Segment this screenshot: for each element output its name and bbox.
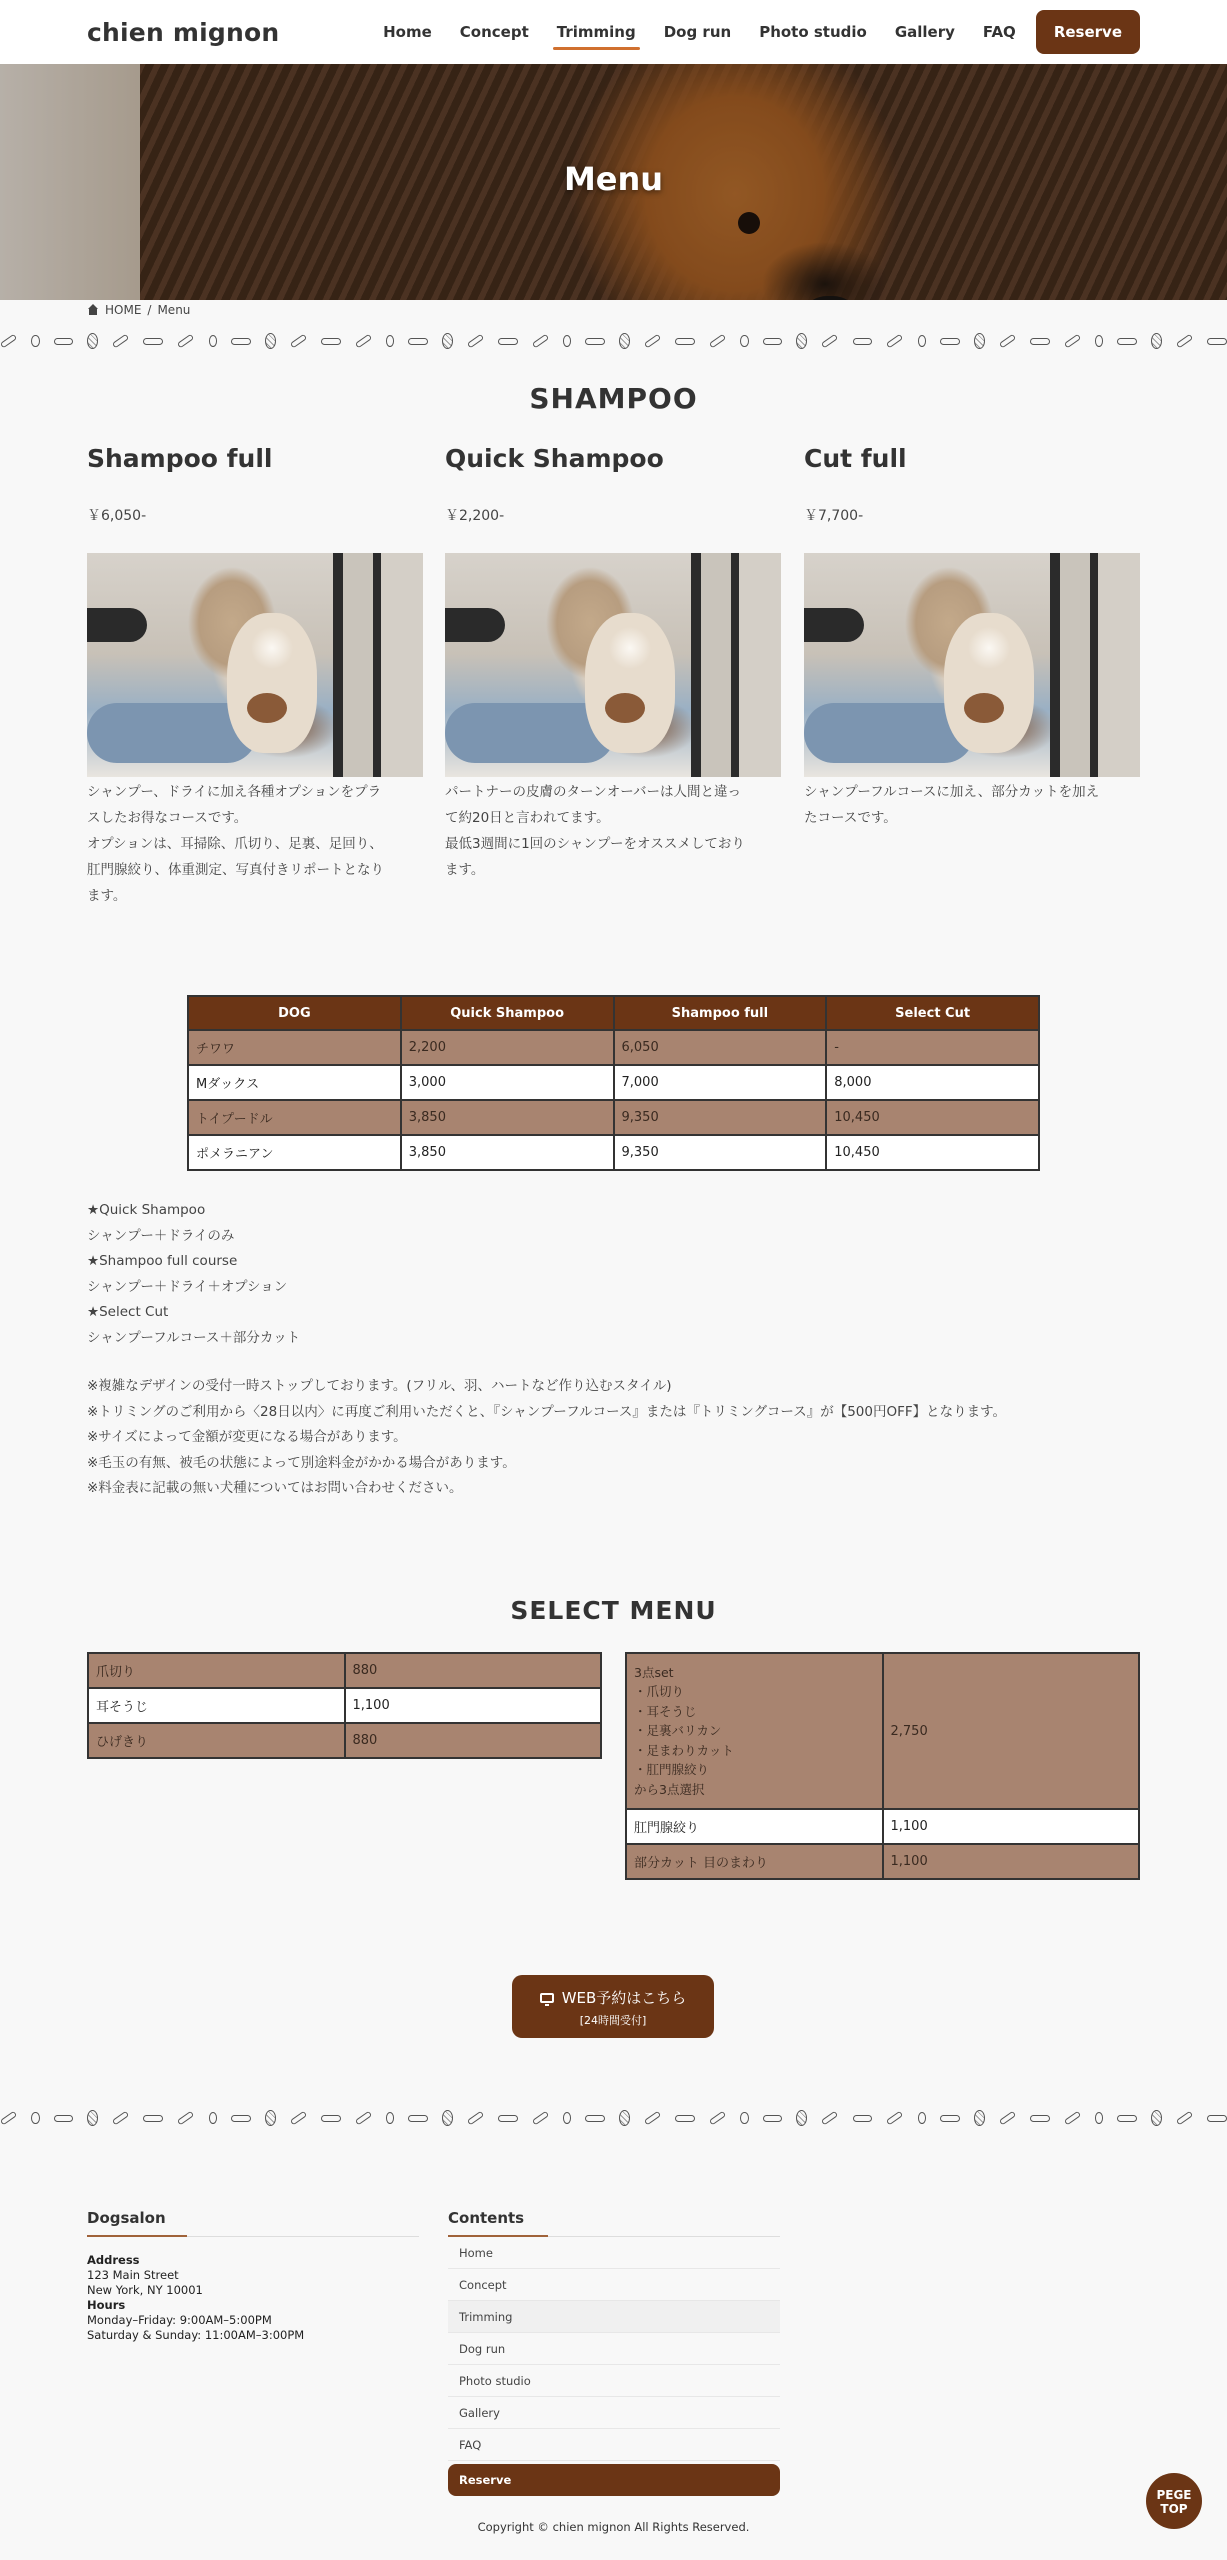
bone-pattern-icon xyxy=(1176,334,1194,349)
site-header xyxy=(0,0,1227,64)
footer-reserve-button[interactable]: Reserve xyxy=(448,2464,780,2496)
table-cell: - xyxy=(826,1030,1039,1065)
ball-pattern-icon xyxy=(796,333,807,349)
hours-line: Saturday & Sunday: 11:00AM–3:00PM xyxy=(87,2328,305,2342)
table-cell: チワワ xyxy=(188,1030,401,1065)
course-name: Shampoo full xyxy=(87,444,273,473)
course-price: ￥7,700- xyxy=(804,508,864,524)
notices: ※複雑なデザインの受付一時ストップしております。(フリル、羽、ハートなど作り込むスタイル) ※トリミングのご利用から〈28日以内〉に再度ご利用いただくと、『シャンプーフルコース』または『トリミングコース』が【500円OFF】となります。 ※サイズによって金額が変更になる場合があります。 ※毛玉の有無、被毛の状態によって別途料金がかかる場合があります。 ※料金表に記載の無い犬種についてはお問い合わせください。 xyxy=(87,1378,1007,1496)
page-top-button[interactable] xyxy=(1146,2473,1202,2529)
bone-pattern-icon xyxy=(354,334,372,349)
bone-pattern-icon xyxy=(1063,2111,1081,2126)
footer-link-trimming[interactable]: Trimming xyxy=(448,2301,780,2333)
home-icon xyxy=(87,304,99,316)
nav-dog-run[interactable]: Dog run xyxy=(663,23,732,41)
table-cell: 爪切り xyxy=(88,1653,345,1688)
ring-pattern-icon xyxy=(386,2112,394,2124)
footer-link-concept[interactable]: Concept xyxy=(448,2269,780,2301)
table-cell: 2,200 xyxy=(401,1030,614,1065)
twist-pattern-icon xyxy=(143,338,163,345)
web-reservation-sub: [24時間受付] xyxy=(579,2014,647,2027)
twist-pattern-icon xyxy=(498,2115,518,2122)
breadcrumb-current: Menu xyxy=(157,303,191,317)
hours-label: Hours xyxy=(87,2298,126,2312)
price-table xyxy=(187,995,1040,1171)
ball-pattern-icon xyxy=(619,2110,630,2126)
table-row xyxy=(88,1653,601,1688)
select-menu-title: SELECT MENU xyxy=(510,1596,717,1625)
twist-pattern-icon xyxy=(675,2115,695,2122)
bone-pattern-band-top xyxy=(0,328,1227,354)
twist-pattern-icon xyxy=(675,338,695,345)
table-header: Quick Shampoo xyxy=(401,996,614,1030)
ball-pattern-icon xyxy=(442,333,453,349)
twist-pattern-icon xyxy=(408,2115,428,2122)
course-card-shampoo-full xyxy=(87,444,423,909)
twist-pattern-icon xyxy=(408,338,428,345)
table-cell: 9,350 xyxy=(614,1135,827,1170)
table-row xyxy=(188,1100,1039,1135)
table-cell: 10,450 xyxy=(826,1100,1039,1135)
ball-pattern-icon xyxy=(796,2110,807,2126)
course-card-cut-full xyxy=(804,444,1140,831)
twist-pattern-icon xyxy=(853,338,873,345)
twist-pattern-icon xyxy=(54,2115,74,2122)
bone-pattern-icon xyxy=(644,334,662,349)
ball-pattern-icon xyxy=(974,2110,985,2126)
table-row xyxy=(626,1844,1139,1879)
table-cell: 1,100 xyxy=(345,1688,602,1723)
ball-pattern-icon xyxy=(442,2110,453,2126)
twist-pattern-icon xyxy=(1117,2115,1137,2122)
course-card-quick-shampoo xyxy=(445,444,781,883)
nav-gallery[interactable]: Gallery xyxy=(894,23,955,41)
course-photo xyxy=(804,553,1140,777)
table-header: Shampoo full xyxy=(614,996,827,1030)
ring-pattern-icon xyxy=(1095,335,1103,347)
table-cell: 1,100 xyxy=(883,1809,1140,1844)
bone-pattern-icon xyxy=(998,2111,1016,2126)
course-price: ￥2,200- xyxy=(445,508,505,524)
twist-pattern-icon xyxy=(231,338,251,345)
twist-pattern-icon xyxy=(1207,2115,1227,2122)
bone-pattern-icon xyxy=(644,2111,662,2126)
twist-pattern-icon xyxy=(940,338,960,345)
course-photo xyxy=(445,553,781,777)
address-line: New York, NY 10001 xyxy=(87,2283,203,2297)
footer-link-gallery[interactable]: Gallery xyxy=(448,2397,780,2429)
bone-pattern-icon xyxy=(998,334,1016,349)
bone-pattern-icon xyxy=(289,2111,307,2126)
twist-pattern-icon xyxy=(1207,338,1227,345)
course-photo xyxy=(87,553,423,777)
nav-concept[interactable]: Concept xyxy=(459,23,529,41)
ball-pattern-icon xyxy=(619,333,630,349)
table-header: DOG xyxy=(188,996,401,1030)
hours-line: Monday–Friday: 9:00AM–5:00PM xyxy=(87,2313,272,2327)
shampoo-section-title: SHAMPOO xyxy=(529,382,698,415)
table-cell: 1,100 xyxy=(883,1844,1140,1879)
bone-pattern-icon xyxy=(532,334,550,349)
twist-pattern-icon xyxy=(1117,338,1137,345)
course-name: Cut full xyxy=(804,444,907,473)
bone-pattern-icon xyxy=(886,2111,904,2126)
breadcrumb xyxy=(87,303,190,317)
ring-pattern-icon xyxy=(918,2112,926,2124)
table-cell: 6,050 xyxy=(614,1030,827,1065)
footer-contents-title: Contents xyxy=(448,2209,525,2227)
footer-link-dog-run[interactable]: Dog run xyxy=(448,2333,780,2365)
twist-pattern-icon xyxy=(231,2115,251,2122)
site-logo[interactable]: chien mignon xyxy=(87,17,280,47)
address-line: 123 Main Street xyxy=(87,2268,179,2282)
twist-pattern-icon xyxy=(1030,2115,1050,2122)
twist-pattern-icon xyxy=(940,2115,960,2122)
footer-link-home[interactable]: Home xyxy=(448,2237,780,2269)
monitor-icon xyxy=(540,1993,554,2003)
ring-pattern-icon xyxy=(918,335,926,347)
table-cell: 10,450 xyxy=(826,1135,1039,1170)
ring-pattern-icon xyxy=(31,2112,39,2124)
footer-salon-title: Dogsalon xyxy=(87,2209,166,2227)
table-header-row xyxy=(188,996,1039,1030)
ring-pattern-icon xyxy=(209,335,217,347)
table-cell: 9,350 xyxy=(614,1100,827,1135)
table-cell: 8,000 xyxy=(826,1065,1039,1100)
twist-pattern-icon xyxy=(321,2115,341,2122)
bone-pattern-icon xyxy=(709,334,727,349)
bone-pattern-icon xyxy=(289,334,307,349)
web-reservation-button[interactable] xyxy=(512,1975,714,2038)
ring-pattern-icon xyxy=(209,2112,217,2124)
twist-pattern-icon xyxy=(54,338,74,345)
table-cell: 3点set ・爪切り ・耳そうじ ・足裏バリカン ・足まわりカット ・肛門腺絞り から3点選択 xyxy=(626,1653,883,1809)
table-cell: 7,000 xyxy=(614,1065,827,1100)
twist-pattern-icon xyxy=(763,2115,783,2122)
course-name: Quick Shampoo xyxy=(445,444,664,473)
table-cell: 880 xyxy=(345,1723,602,1758)
bone-pattern-icon xyxy=(177,2111,195,2126)
bone-pattern-icon xyxy=(886,334,904,349)
table-row xyxy=(188,1135,1039,1170)
hero-title: Menu xyxy=(563,160,664,198)
table-cell: 肛門腺絞り xyxy=(626,1809,883,1844)
twist-pattern-icon xyxy=(853,2115,873,2122)
select-menu-table-left xyxy=(87,1652,602,1759)
course-notes: ★Quick Shampoo シャンプー＋ドライのみ ★Shampoo full course シャンプー＋ドライ＋オプション ★Select Cut シャンプーフルコース＋部分カット xyxy=(87,1202,301,1346)
nav-home[interactable]: Home xyxy=(383,23,432,41)
twist-pattern-icon xyxy=(143,2115,163,2122)
ball-pattern-icon xyxy=(1151,2110,1162,2126)
bone-pattern-icon xyxy=(0,2111,17,2126)
bone-pattern-icon xyxy=(177,334,195,349)
ring-pattern-icon xyxy=(563,335,571,347)
breadcrumb-separator: / xyxy=(147,303,152,317)
table-cell: ひげきり xyxy=(88,1723,345,1758)
footer-link-photo-studio[interactable]: Photo studio xyxy=(448,2365,780,2397)
table-cell: トイプードル xyxy=(188,1100,401,1135)
ring-pattern-icon xyxy=(740,335,748,347)
table-cell: ポメラニアン xyxy=(188,1135,401,1170)
select-menu-table-right xyxy=(625,1652,1140,1880)
table-cell: 3,000 xyxy=(401,1065,614,1100)
ball-pattern-icon xyxy=(265,2110,276,2126)
table-row xyxy=(88,1723,601,1758)
bone-pattern-icon xyxy=(467,2111,485,2126)
footer-menu xyxy=(448,2237,780,2496)
course-description: シャンプーフルコースに加え、部分カットを加え たコースです。 xyxy=(804,784,1100,826)
table-cell: 3,850 xyxy=(401,1135,614,1170)
nav-photo-studio[interactable]: Photo studio xyxy=(759,23,867,41)
table-row xyxy=(626,1809,1139,1844)
ball-pattern-icon xyxy=(974,333,985,349)
twist-pattern-icon xyxy=(1030,338,1050,345)
twist-pattern-icon xyxy=(585,2115,605,2122)
bone-pattern-icon xyxy=(467,334,485,349)
ring-pattern-icon xyxy=(386,335,394,347)
nav-reserve-button[interactable]: Reserve xyxy=(1036,10,1140,54)
bone-pattern-band-bottom xyxy=(0,2105,1227,2131)
copyright: Copyright © chien mignon All Rights Reserved. xyxy=(477,2520,750,2534)
address-label: Address xyxy=(87,2253,140,2267)
table-row xyxy=(188,1030,1039,1065)
ring-pattern-icon xyxy=(740,2112,748,2124)
bone-pattern-icon xyxy=(1176,2111,1194,2126)
bone-pattern-icon xyxy=(709,2111,727,2126)
nav-faq[interactable]: FAQ xyxy=(982,23,1016,41)
nav-trimming[interactable]: Trimming xyxy=(543,0,650,64)
footer-divider xyxy=(87,2236,419,2237)
ball-pattern-icon xyxy=(1151,333,1162,349)
footer-info xyxy=(87,2253,304,2343)
footer-link-faq[interactable]: FAQ xyxy=(448,2429,780,2461)
twist-pattern-icon xyxy=(498,338,518,345)
table-header: Select Cut xyxy=(826,996,1039,1030)
table-cell: 880 xyxy=(345,1653,602,1688)
ring-pattern-icon xyxy=(1095,2112,1103,2124)
twist-pattern-icon xyxy=(763,338,783,345)
table-row xyxy=(188,1065,1039,1100)
ring-pattern-icon xyxy=(31,335,39,347)
bone-pattern-icon xyxy=(112,334,130,349)
table-cell: 2,750 xyxy=(883,1653,1140,1809)
ball-pattern-icon xyxy=(265,333,276,349)
table-row xyxy=(88,1688,601,1723)
web-reservation-label: WEB予約はこちら xyxy=(561,1989,687,2007)
bone-pattern-icon xyxy=(354,2111,372,2126)
ring-pattern-icon xyxy=(563,2112,571,2124)
hero-banner xyxy=(0,64,1227,300)
bone-pattern-icon xyxy=(821,2111,839,2126)
table-cell: 3,850 xyxy=(401,1100,614,1135)
ball-pattern-icon xyxy=(87,2110,98,2126)
table-cell: 部分カット 目のまわり xyxy=(626,1844,883,1879)
twist-pattern-icon xyxy=(585,338,605,345)
table-cell: Mダックス xyxy=(188,1065,401,1100)
bone-pattern-icon xyxy=(0,334,17,349)
bone-pattern-icon xyxy=(532,2111,550,2126)
course-description: シャンプー、ドライに加え各種オプションをプラ スしたお得なコースです。 オプションは、耳掃除、爪切り、足裏、足回り、 肛門腺絞り、体重測定、写真付きリポートとなり ます。 xyxy=(87,784,384,904)
bone-pattern-icon xyxy=(821,334,839,349)
twist-pattern-icon xyxy=(321,338,341,345)
main-nav xyxy=(369,0,1140,64)
bone-pattern-icon xyxy=(1063,334,1081,349)
bone-pattern-icon xyxy=(112,2111,130,2126)
table-row xyxy=(626,1653,1139,1809)
ball-pattern-icon xyxy=(87,333,98,349)
course-price: ￥6,050- xyxy=(87,508,147,524)
table-cell: 耳そうじ xyxy=(88,1688,345,1723)
page-top-label: TOP xyxy=(1160,2502,1188,2516)
breadcrumb-home[interactable]: HOME xyxy=(105,303,142,317)
course-description: パートナーの皮膚のターンオーバーは人間と違っ て約20日と言われてます。 最低3週間に1回のシャンプーをオススメしており ます。 xyxy=(445,784,745,878)
page-top-label: PEGE xyxy=(1156,2488,1192,2502)
